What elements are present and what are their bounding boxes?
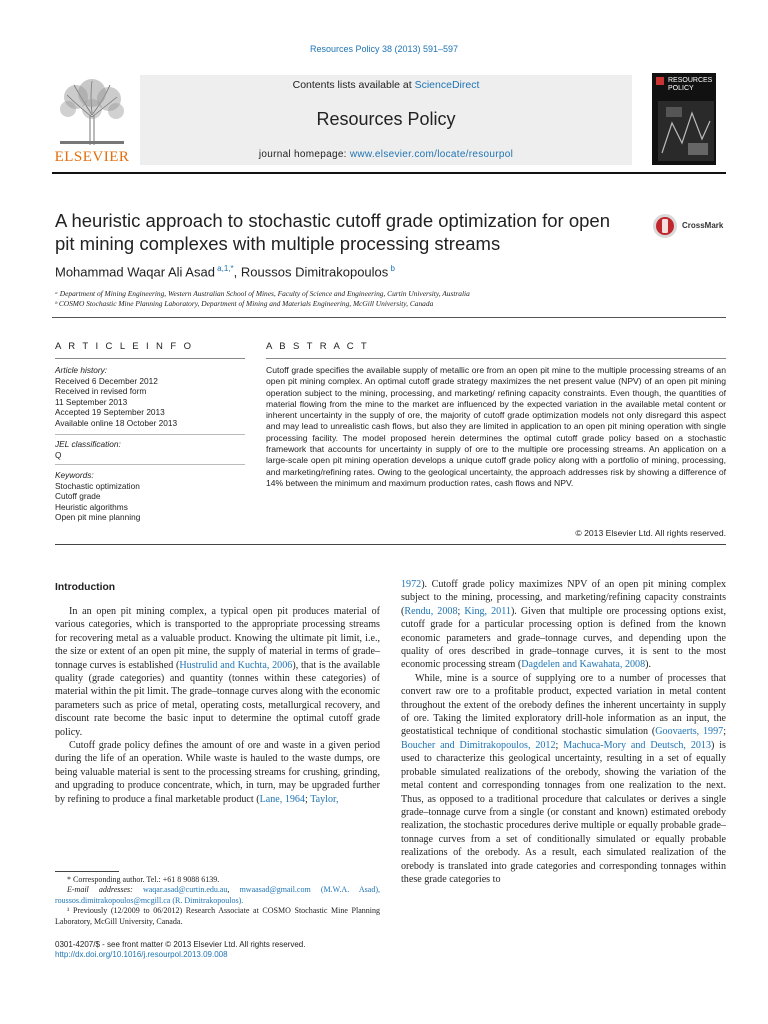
journal-homepage [140, 149, 632, 160]
citation-link[interactable]: Rendu, 2008 [404, 605, 458, 617]
intro-paragraph-2 [55, 739, 380, 806]
citation-link[interactable]: Hustrulid and Kuchta, 2006 [179, 659, 293, 671]
keywords [55, 470, 140, 523]
crossmark-badge[interactable] [652, 213, 732, 239]
keywords-label: Keywords: [55, 470, 94, 480]
citation-link[interactable]: Lane, 1964 [259, 793, 306, 805]
crossmark-label: CrossMark [682, 221, 724, 230]
author-2[interactable]: Roussos Dimitrakopoulos [240, 264, 389, 280]
issn-line: 0301-4207/$ - see front matter © 2013 Elsevier Ltd. All rights reserved. [55, 940, 306, 949]
intro-paragraph-continued [401, 578, 726, 672]
journal-name: Resources Policy [316, 109, 456, 129]
journal-reference[interactable]: Resources Policy 38 (2013) 591–597 [309, 44, 459, 54]
affiliation-a: ᵃ Department of Mining Engineering, Western Australian School of Mines, Faculty of Science and Engineering, Curtin University, Australia [55, 289, 470, 298]
crossmark-icon [652, 213, 678, 239]
keyword: Open pit mine planning [55, 512, 141, 523]
article-info-heading: A R T I C L E I N F O [55, 341, 194, 352]
cover-title-line1: RESOURCES [668, 77, 713, 84]
author-separator: , [233, 264, 241, 280]
intro-left-column [55, 605, 380, 806]
text-span: ). Given that multiple ore processing options exist, cutoff grade for a particular processing option is defined from the known economic parameters and grade–tonnage curves, and depending upon the quality of ores described in grade–tonnage curves, it is sent to the most economic processing stream ( [401, 605, 726, 671]
article-title [55, 209, 645, 255]
journal-cover[interactable] [652, 73, 716, 165]
citation-link[interactable]: Dagdelen and Kawahata, 2008 [521, 659, 646, 671]
jel-code: Q [55, 449, 62, 460]
corresponding-author-note: * Corresponding author. Tel.: +61 8 9088 6139. [67, 875, 220, 884]
abstract-copyright: © 2013 Elsevier Ltd. All rights reserved. [575, 528, 726, 538]
cover-title [668, 77, 712, 93]
author-footnote-1: ¹ Previously (12/2009 to 06/2012) Research Associate at COSMO Stochastic Mine Planning Laboratory, McGill University, Canada. [55, 906, 380, 926]
text-span: ; [555, 739, 564, 751]
citation-link[interactable]: Boucher and Dimitrakopoulos, 2012 [401, 739, 556, 751]
article-info-rule [55, 358, 245, 359]
intro-paragraph-1 [55, 605, 380, 739]
text-span: ; [305, 793, 311, 805]
author-2-affil[interactable]: b [390, 264, 395, 273]
email-link[interactable]: roussos.dimitrakopoulos@mcgill.ca [55, 895, 171, 905]
abstract-end-rule [55, 544, 726, 545]
history-item: Received in revised form [55, 386, 147, 397]
issn-doi-block [55, 940, 305, 961]
history-item: Available online 18 October 2013 [55, 417, 178, 428]
email-names[interactable]: (R. Dimitrakopoulos). [170, 895, 244, 905]
jel-classification [55, 439, 121, 460]
abstract-rule [266, 358, 726, 359]
citation-link[interactable]: Machuca-Mory and Deutsch, 2013 [563, 739, 712, 751]
intro-right-column [401, 578, 726, 886]
abstract-heading: A B S T R A C T [266, 341, 370, 352]
article-history [55, 365, 177, 429]
citation-link[interactable]: 1972 [401, 579, 422, 590]
text-span: ). [645, 659, 652, 671]
footnote-rule [55, 871, 119, 872]
citation-link[interactable]: King, 2011 [464, 605, 511, 617]
text-span: ). Cutoff grade policy maximizes NPV of an open pit mining complex subject to the mining, processing, and marketing/refining capacity constraints ( [401, 579, 726, 617]
cover-title-line2: POLICY [668, 85, 694, 92]
front-matter-rule [52, 317, 726, 318]
sciencedirect-link[interactable]: ScienceDirect [414, 79, 480, 91]
keyword: Cutoff grade [55, 491, 101, 502]
contents-prefix: Contents lists available at [292, 79, 415, 91]
history-item: Accepted 19 September 2013 [55, 407, 165, 418]
email-link[interactable]: mwaasad@gmail.com [239, 885, 311, 895]
title-line-2: pit mining complexes with multiple processing streams [55, 233, 501, 254]
info-divider [55, 434, 245, 435]
author-1[interactable]: Mohammad Waqar Ali Asad [55, 264, 215, 280]
contents-line [140, 79, 632, 91]
email-names[interactable]: (M.W.A. Asad), [320, 885, 380, 895]
text-span: Cutoff grade policy defines the amount of ore and waste in a given period during the life of an operation. While waste is hauled to the waste dumps, ore being valuable material is sent to the processing streams for crushing, grinding, and upgrading to produce concentrate, which, in turn, may be upgraded further by refining to produce a final marketable product ( [55, 740, 380, 805]
homepage-label: journal homepage: [258, 149, 350, 160]
text-span: , [227, 885, 240, 895]
abstract-text: Cutoff grade specifies the available supply of metallic ore from an open pit mine to the multiple processing streams of an open pit mining complex. An optimal cutoff grade strategy maximizes the net present value (NPV) of an open pit mining operation subject to the mining, processing, and marketing/ refining capacity constraints. Even though, the quantities of material flowing from the mine to the market are influenced by the expected variation in the available metal content or inherent uncertainty in the supply of ore, the majority of cutoff grade optimization models not only disregard this aspect and may lead to unrealistic cash flows, but also they are limited in application to an open pit mining operation with single processing facility. The model proposed herein determines the optimal cutoff grade policy based on a stochastic framework that accounts for uncertainty in supply of ore to the multiple ore processing streams. An application on a large-scale open pit mining operation develops a unique cutoff grade policy along with a portfolio of mining, processing, and marketing/refining rates. Owing to the geological uncertainty, the approach addresses risk by showing a difference of 14% between the minimum and maximum production rates, cash flows and NPV. [266, 365, 726, 488]
citation-link[interactable]: Goovaerts, 1997 [655, 726, 724, 738]
text-span: While, mine is a source of supplying ore to a number of processes that convert raw ore to a profitable product, expected variation in metal content throughout the extent of the orebody defines the inherent uncertainty in supply of ore. Taking the limited exploratory drill-hole information as an input, the geostatistical technique of conditional stochastic simulation ( [401, 672, 726, 738]
intro-paragraph-3 [401, 672, 726, 887]
email-label: E-mail addresses: [67, 885, 143, 895]
text-span: ; [457, 605, 465, 617]
author-1-affil[interactable]: a,1,* [217, 264, 234, 273]
elsevier-wordmark: ELSEVIER [54, 149, 130, 165]
introduction-heading: Introduction [55, 582, 116, 593]
doi-link[interactable]: http://dx.doi.org/10.1016/j.resourpol.2013.09.008 [55, 950, 228, 960]
keyword: Stochastic optimization [55, 480, 140, 491]
author-line [55, 264, 395, 279]
email-link[interactable]: waqar.asad@curtin.edu.au [142, 885, 228, 895]
affiliation-b: ᵇ COSMO Stochastic Mine Planning Laboratory, Department of Mining and Materials Engineering, McGill University, Canada [55, 299, 434, 308]
citation-link[interactable]: Taylor, [310, 793, 339, 805]
history-item: 11 September 2013 [55, 396, 128, 407]
homepage-link[interactable]: www.elsevier.com/locate/resourpol [349, 149, 514, 160]
text-span: ; [723, 726, 726, 738]
footnotes [55, 875, 380, 927]
keyword: Heuristic algorithms [55, 501, 128, 512]
text-span: ) is used to characterize this geological uncertainty, resulting in a set of equally probable simulated realizations of the orebody, showing the variation of the metal content and corresponding tonnages from one realization to the next. Thus, as opposed to a traditional procedure that calculates or derives a single grade–tonnage curve from a single (or constant and known) estimated orebody realization, the stochastic procedures derive multiple or equally probable grade–tonnage curves from a set of conditionally simulated or equally probable realizations of the orebody. As a result, each simulated realization of the orebody is translated into grade categories and corresponding tonnages within these grade categories to [401, 739, 726, 885]
text-span: ), that is the available quality (grade categories) and quantity (tonnes within these categories) of material within the pit limit. The grade–tonnage curves along with the economic parameters such as price of metal, operating costs, metallurgical recovery, and discount rate become the basic input to determine the optimal cutoff grade policy. [55, 659, 380, 738]
jel-label: JEL classification: [55, 439, 121, 449]
text-span: In an open pit mining complex, a typical open pit produces material of various categories, which is transported to the appropriate processing streams for recovering metal as a valuable product. Knowing the ultimate pit limit, i.e., the size or extent of an open pit mine, the supply of material in terms of grade–tonnage curves is established ( [55, 606, 380, 671]
history-item: Received 6 December 2012 [55, 375, 158, 386]
history-label: Article history: [55, 365, 108, 375]
email-note [55, 885, 380, 906]
header-rule [52, 172, 726, 174]
title-line-1: A heuristic approach to stochastic cutoff grade optimization for open [55, 210, 610, 231]
info-divider [55, 464, 245, 465]
